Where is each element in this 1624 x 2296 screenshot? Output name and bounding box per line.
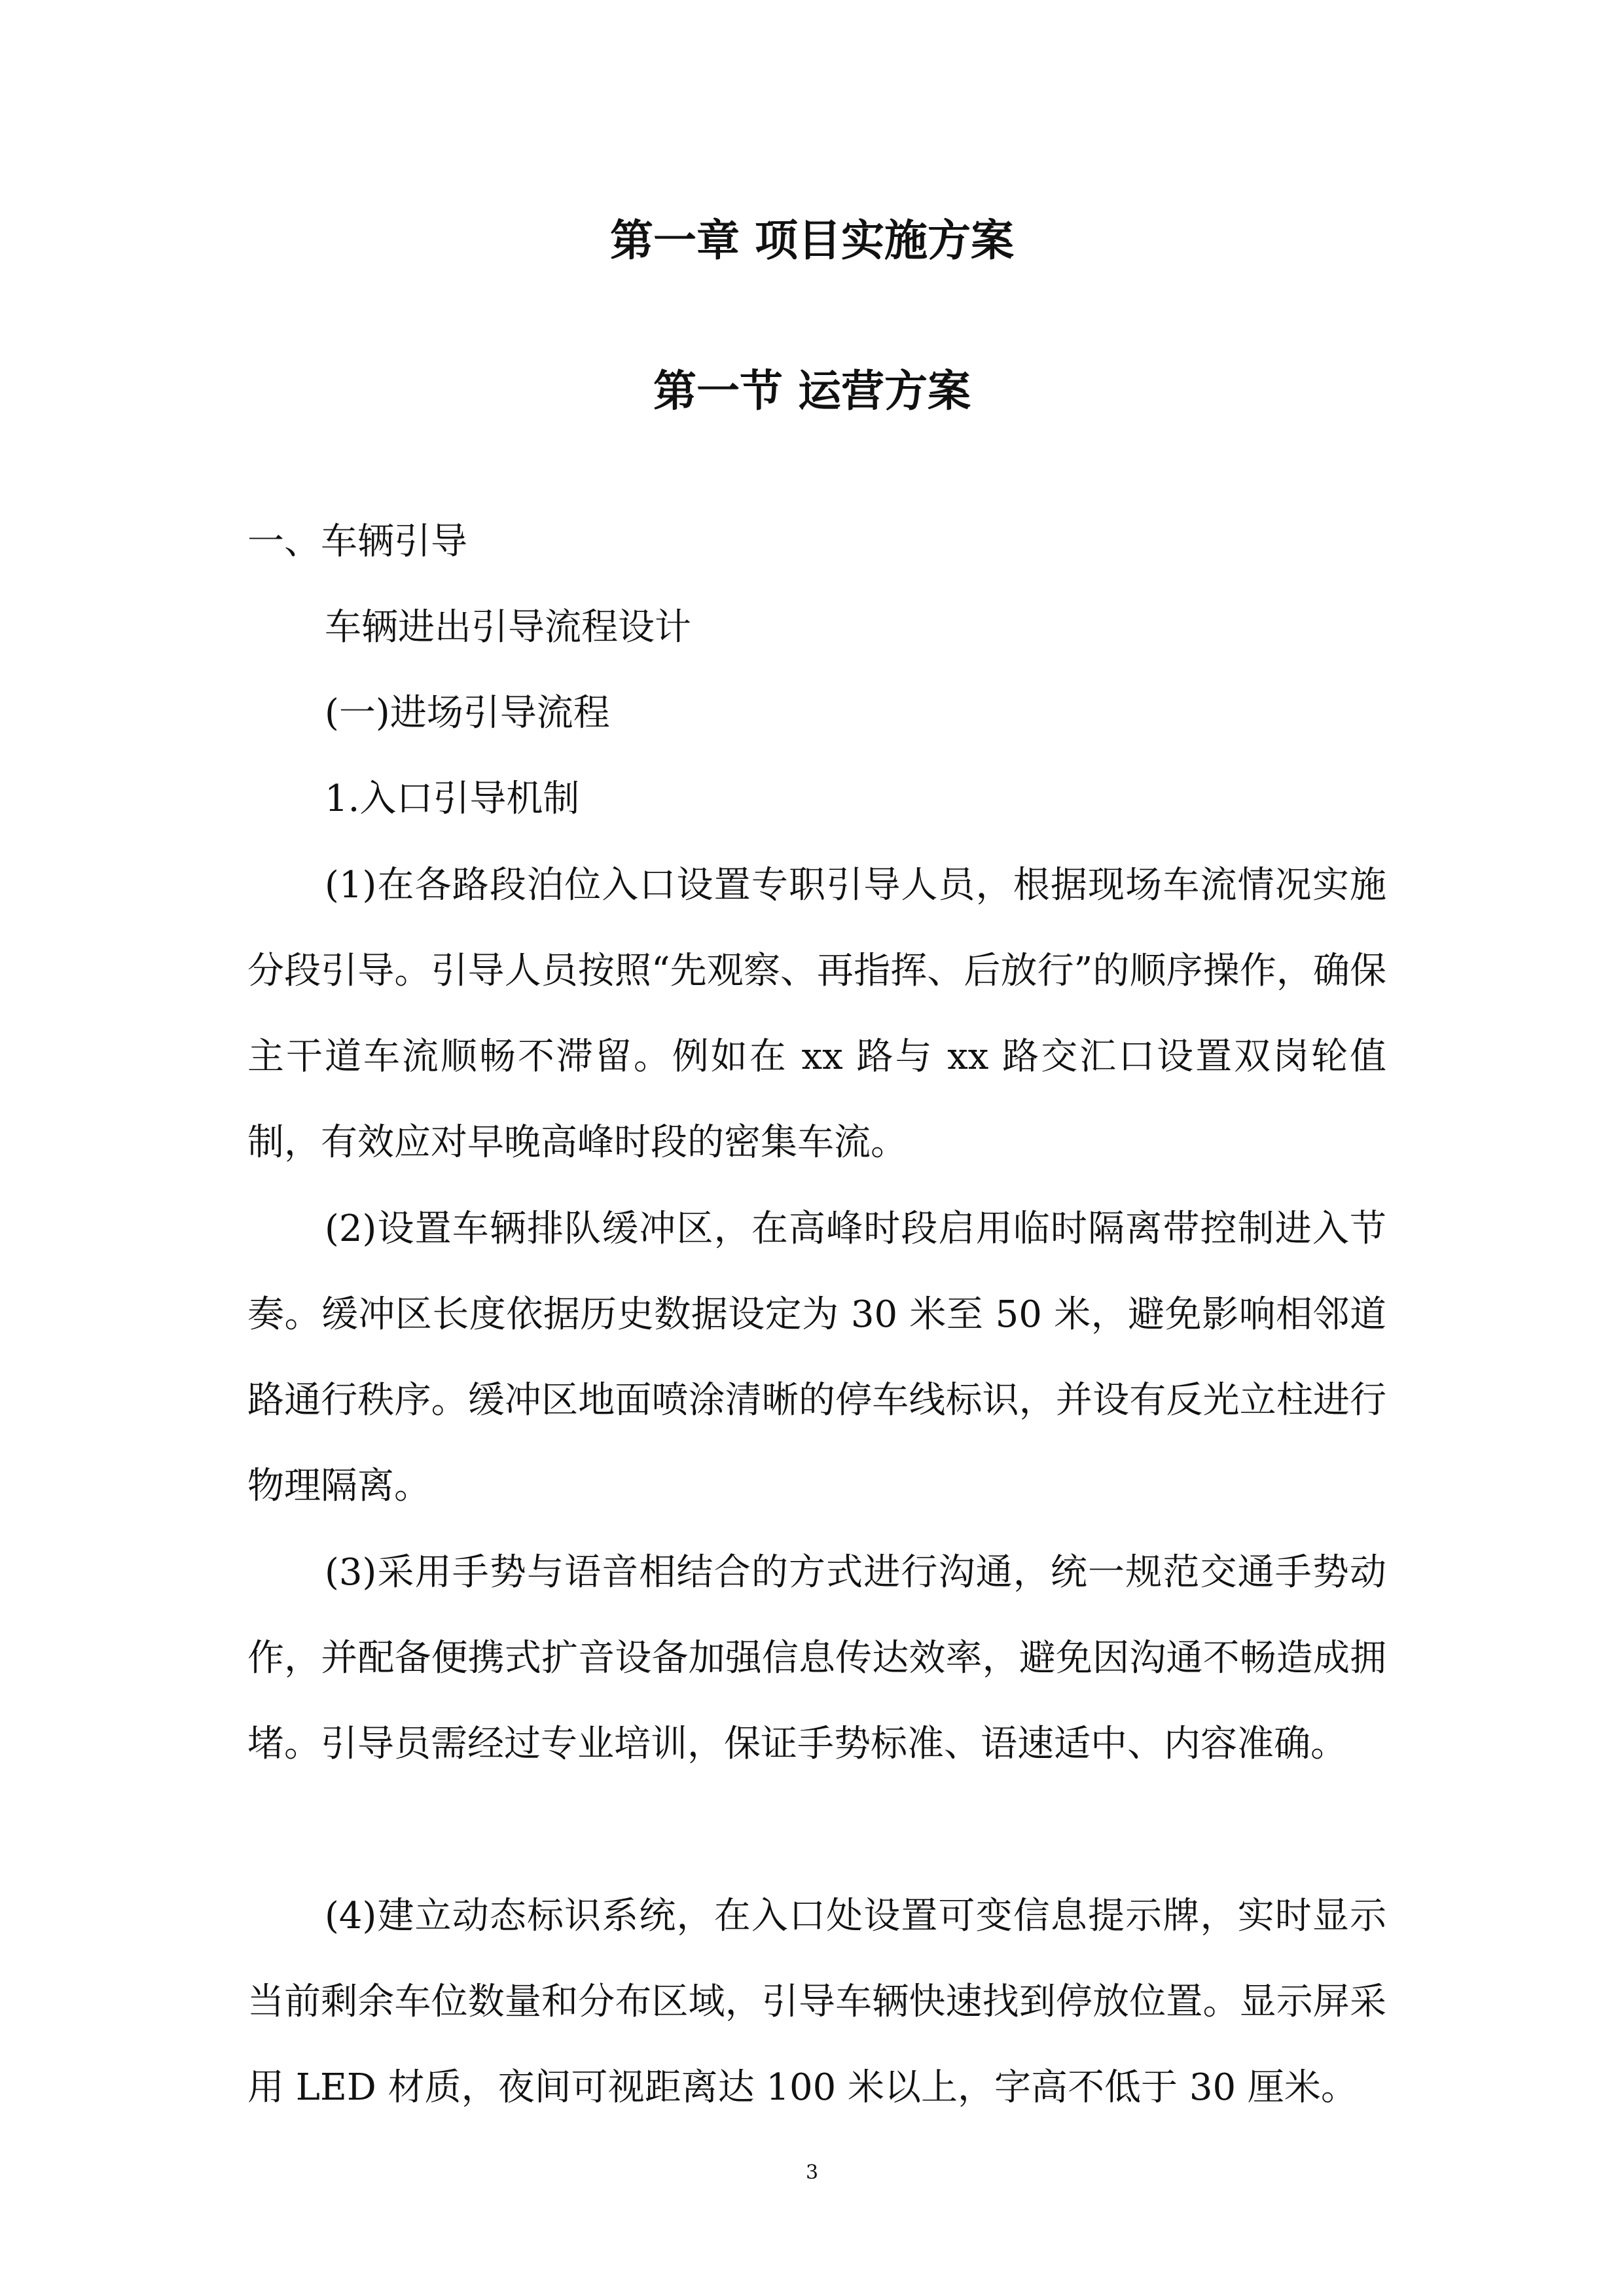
paragraph-1: (1)在各路段泊位入口设置专职引导人员，根据现场车流情况实施分段引导。引导人员按照“先观察、再指挥、后放行”的顺序操作，确保主干道车流顺畅不滞留。例如在 xx 路与 xx 路交汇口设置双岗轮值制，有效应对早晚高峰时段的密集车流。	[247, 864, 1386, 1164]
paragraph-2: (2)设置车辆排队缓冲区，在高峰时段启用临时隔离带控制进入节奏。缓冲区长度依据历史数据设定为 30 米至 50 米，避免影响相邻道路通行秩序。缓冲区地面喷涂清晰的停车线标识，并设有反光立柱进行物理隔离。	[247, 1208, 1386, 1507]
subheading-flow-design: 车辆进出引导流程设计	[325, 606, 691, 649]
paragraph-3: (3)采用手势与语音相结合的方式进行沟通，统一规范交通手势动作，并配备便携式扩音设备加强信息传达效率，避免因沟通不畅造成拥堵。引导员需经过专业培训，保证手势标准、语速适中、内容准确。	[247, 1551, 1386, 1765]
subsection-entry-flow: (一)进场引导流程	[325, 692, 610, 734]
section-title: 第一节 运营方案	[653, 366, 971, 416]
heading-vehicle-guidance: 一、车辆引导	[247, 520, 467, 563]
paragraph-4: (4)建立动态标识系统，在入口处设置可变信息提示牌，实时显示当前剩余车位数量和分布区域，引导车辆快速找到停放位置。显示屏采用 LED 材质，夜间可视距离达 100 米以上，字高不低于 30 厘米。	[247, 1895, 1386, 2109]
item-entry-mechanism: 1.入口引导机制	[325, 778, 580, 820]
page-number: 3	[805, 2161, 819, 2184]
chapter-title: 第一章 项目实施方案	[610, 215, 1014, 266]
